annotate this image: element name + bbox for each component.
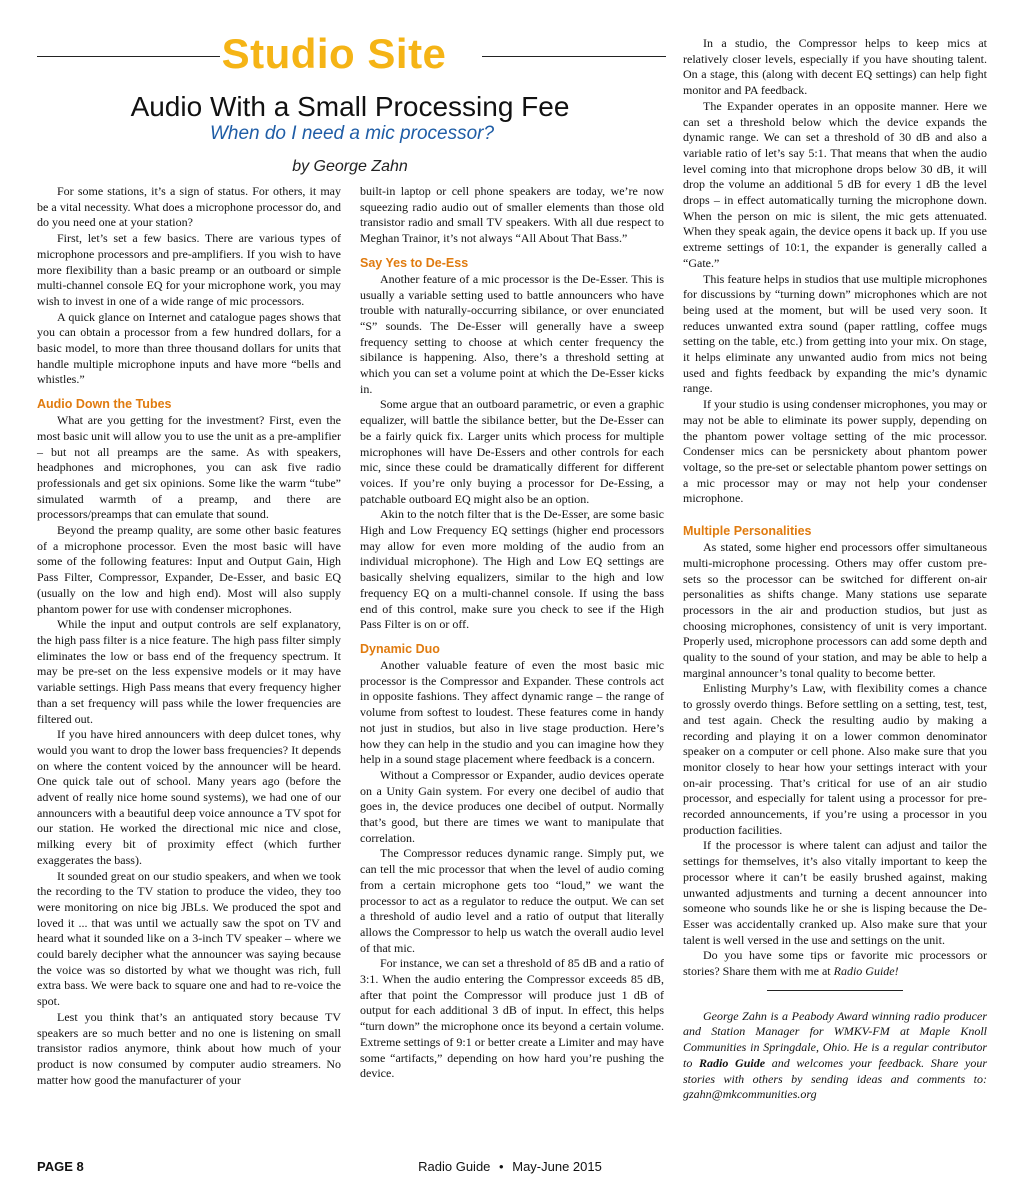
title-rule-right: [482, 56, 666, 57]
paragraph: Enlisting Murphy’s Law, with flexibility comes a chance to grossly overdo things. Before settling on a setting, test, test, and test again. Check the resulting audio by making a recording and playing it on a lower common denominator speaker on a computer or cell phone. Also make sure that you monitor closely to hear how your settings interact with your on-air processing. That’s critical for use of an air studio processor, and especially for talent using a processor for pre-recorded announcements, if you’re using a processor in you production facilities.: [683, 681, 987, 837]
paragraph: Some argue that an outboard parametric, or even a graphic equalizer, will battle the sibilance better, but the De-Esser can be a fairly quick fix. Larger units which process for multiple microphones will have De-Essers and other controls for each mic, since these could be dramatically different for different voices. If you’re only buying a processor for De-Essing, a patchable outboard EQ might also be an option.: [360, 397, 664, 506]
paragraph: Akin to the notch filter that is the De-Esser, are some basic High and Low Frequency EQ settings (higher end processors may allow for even more molding of the audio from an individual microphone). The High and Low EQ settings are basically shelving equalizers, similar to the high and low frequency EQ on a multi-channel console. If using the bass end of this control, make sure you check to see if the High Pass Filter is on or off.: [360, 507, 664, 632]
footer-publication-info: [340, 1159, 680, 1175]
paragraph: While the input and output controls are self explanatory, the high pass filter is a nice feature. The high pass filter simply eliminates the low or bass end of the frequency spectrum. It may be pre-set on the less expensive models or it may have variable settings. High Pass means that every frequency higher than a set frequency will pass while the lower frequencies are filtered out.: [37, 617, 341, 726]
paragraph: It sounded great on our studio speakers, and when we took the recording to the TV station to produce the video, they too were monitoring on nice big JBLs. We produced the spot and loved it ... that was until we actually saw the spot on TV and heard what it sounded like on a 3-inch TV speaker – where we could barely decipher what the announcer was saying because the voice was so distorted by what we thought was rich, full extra bass. We were back to square one and had to re-voice the spot.: [37, 868, 341, 1009]
paragraph: Lest you think that’s an antiquated story because TV speakers are so much better and no one is listening on small transistor radios anymore, think about how much of your product is now consumed by computer audio streamers. No matter how good the manufacturer of your: [37, 1009, 341, 1087]
publication-name: Radio Guide!: [833, 964, 899, 979]
paragraph: As stated, some higher end processors offer simultaneous multi-microphone processing. Others may offer custom pre-sets so the processor can be switched for different on-air personalities as shifts change. Many stations use separate processors in the air and production studios, but just as choosing microphones, consistency of unit is very important. Properly used, microphone processors can add some depth and quality to the sound of your station, and may be able to help a marginal announcer’s tonal quality to become better.: [683, 540, 987, 680]
article-title: Audio With a Small Processing Fee: [130, 91, 570, 122]
paragraph: First, let’s set a few basics. There are various types of microphone processors and pre-amplifiers. If you wish to have more flexibility than a basic preamp or an outboard or simple multi-channel console EQ for your microphone work, you may wish to invest in one of a wide range of mic processors.: [37, 231, 341, 308]
paragraph: Beyond the preamp quality, are some other basic features of a microphone processor. Even the most basic will have some of the following features: Input and Output Gain, High Pass Filter, Compressor, Expander, De-Esser, and basic EQ (usually on the low and high end). Most will also supply phantom power for use with condenser microphones.: [37, 523, 341, 616]
paragraph: This feature helps in studios that use multiple microphones for discussions by “turning down” microphones which are not being used at the moment, but will be used very soon. It reduces unwanted extra sound (paper rattling, coffee mugs setting on the table, etc.) from getting into your mix. On stage, it helps eliminate any unwanted audio from mics not being used and fights feedback by expanding the mic’s dynamic range.: [683, 271, 987, 396]
section-title: Studio Site: [221, 30, 447, 77]
page-number: PAGE 8: [37, 1159, 84, 1174]
subheading-audio-down-the-tubes: Audio Down the Tubes: [37, 397, 172, 412]
paragraph: For instance, we can set a threshold of 85 dB and a ratio of 3:1. When the audio entering the Compressor exceeds 85 dB, after that point the Compressor will produce just 1 dB of output for each additional 3 dB of input. In effect, this helps “turn down” the microphone once its beyond a certain volume. Extreme settings of 9:1 or better create a Limiter and may have some “artifacts,” depending on how hard you’re pushing the device.: [360, 956, 664, 1081]
closing-text: Do you have some tips or favorite mic processors or stories? Share them with me at: [683, 948, 987, 979]
footer-publication: Radio Guide: [418, 1159, 491, 1174]
subheading-say-yes-to-de-ess: Say Yes to De-Ess: [360, 255, 469, 270]
paragraph: If you have hired announcers with deep dulcet tones, why would you want to drop the lower bass frequencies? It depends on where the content voiced by the announcer will be heard. One quick tale out of school. Many years ago (before the advent of really nice home sound systems), we had one of our announcers with a beautiful deep voice announce a TV spot for our station. He worked the directional mic nice and close, milking every bit of proximity effect (which further exaggerates the bass).: [37, 727, 341, 867]
article-subtitle: When do I need a mic processor?: [209, 123, 495, 144]
footer-issue: May-June 2015: [512, 1159, 602, 1174]
footer-separator: •: [499, 1159, 504, 1174]
closing-paragraph: [683, 948, 987, 979]
paragraph: What are you getting for the investment? First, even the most basic unit will allow you to use the unit as a pre-amplifier – but not all preamps are the same. As with speakers, headphones and microphones, you can ask five radio professionals and get six opinions. Some like the warm “tube” simulated warmth of a preamp, and there are processors/preamps that can emulate that sound.: [37, 413, 341, 522]
byline: by George Zahn: [292, 158, 408, 175]
bio-text-start: George Zahn is a Peabody Award winning radio producer and Station Manager for WMKV-FM at Maple Knoll Communities in Springdale, Ohio. He is a regular contributor to: [683, 1008, 987, 1070]
bio-text-end: and welcomes your feedback. Share your stories with others by sending ideas and comments to: gzahn@mkcommunities.org: [683, 1055, 987, 1102]
paragraph: Another valuable feature of even the most basic mic processor is the Compressor and Expander. These controls act in opposite fashions. They affect dynamic range – the range of volume from softest to loudest. These features come in handy not just in studios, but also in live stage production. Here’s how they can help in the studio and you can imagine how they help in a sound stage placement where feedback is a concern.: [360, 657, 664, 767]
subheading-multiple-personalities: Multiple Personalities: [683, 524, 812, 539]
paragraph: If the processor is where talent can adjust and tailor the settings for themselves, it’s also vitally important to keep the processor where it can’t be easily brushed against, making unwanted adjustments and turning a decent announcer into someone who sounds like he or she is lisping because the De-Esser was accidentally cranked up. Also make sure that your talent is well versed in the use and settings on the unit.: [683, 838, 987, 947]
author-bio: [683, 1009, 987, 1103]
paragraph: The Compressor reduces dynamic range. Simply put, we can tell the mic processor that when the level of audio coming from a certain microphone gets too “loud,” we want the processor to act as a regulator to reduce the output. We can set a threshold of audio level and a ratio of output that literally allows the Compressor to help us watch the overall audio level of that mic.: [360, 846, 664, 955]
paragraph: Without a Compressor or Expander, audio devices operate on a Unity Gain system. For every one decibel of audio that goes in, the device produces one decibel of output. Normally that’s good, but there are times we want to manipulate that correlation.: [360, 767, 664, 845]
subheading-dynamic-duo: Dynamic Duo: [360, 641, 440, 656]
paragraph: A quick glance on Internet and catalogue pages shows that you can obtain a processor from a few hundred dollars, for a basic model, to more than three thousand dollars for units that handle multiple microphone inputs and have more “bells and whistles.”: [37, 309, 341, 387]
column-2: [360, 184, 664, 1082]
paragraph: For some stations, it’s a sign of status. For others, it may be a vital necessity. What does a microphone processor do, and do you need one at your station?: [37, 184, 341, 230]
paragraph: The Expander operates in an opposite manner. Here we can set a threshold below which the device expands the dynamic range. We can set a threshold of 30 dB and also a variable ratio of let’s say 5:1. That means that when the audio level coming into that microphone drops below 30 dB, it will drop the volume an additional 5 dB for every 1 dB the level drops – in effect automatically turning the microphone down. When the person on mic is silent, the mic gets attenuated. When they speak again, the device opens it back up. If you use extreme settings of 10:1, the expander is generally called a “Gate.”: [683, 98, 987, 270]
paragraph: If your studio is using condenser microphones, you may or may not be able to eliminate its power supply, depending on the phantom power voltage setting of the mic processor. Condenser mics can be persnickety about phantom power voltage, so the pre-set or selectable phantom power settings on a mic processor may or may not help your condenser microphone.: [683, 397, 987, 506]
column-3: [683, 36, 987, 1103]
paragraph: built-in laptop or cell phone speakers are today, we’re now squeezing radio audio out of smaller elements than those old transistor radio and small TV speakers. With all due respect to Meghan Trainor, it’s not always “All About That Bass.”: [360, 184, 664, 246]
bio-publication-name: Radio Guide: [699, 1055, 766, 1070]
paragraph: In a studio, the Compressor helps to keep mics at relatively closer levels, especially if you have shouting talent. On a stage, this (along with decent EQ settings) can help fight monitor and PA feedback.: [683, 36, 987, 98]
column-1: [37, 184, 341, 1088]
bio-divider: [767, 990, 903, 991]
paragraph: Another feature of a mic processor is the De-Esser. This is usually a variable setting used to battle announcers who have trouble with naturally-occurring sibilance, or over enunciated “S” sounds. The De-Esser will generally have a sweep frequency setting to choose at which center frequency the sibilance is happening. Also, there’s a threshold setting at which you can set a volume point at which the De-Esser kicks in.: [360, 271, 664, 396]
